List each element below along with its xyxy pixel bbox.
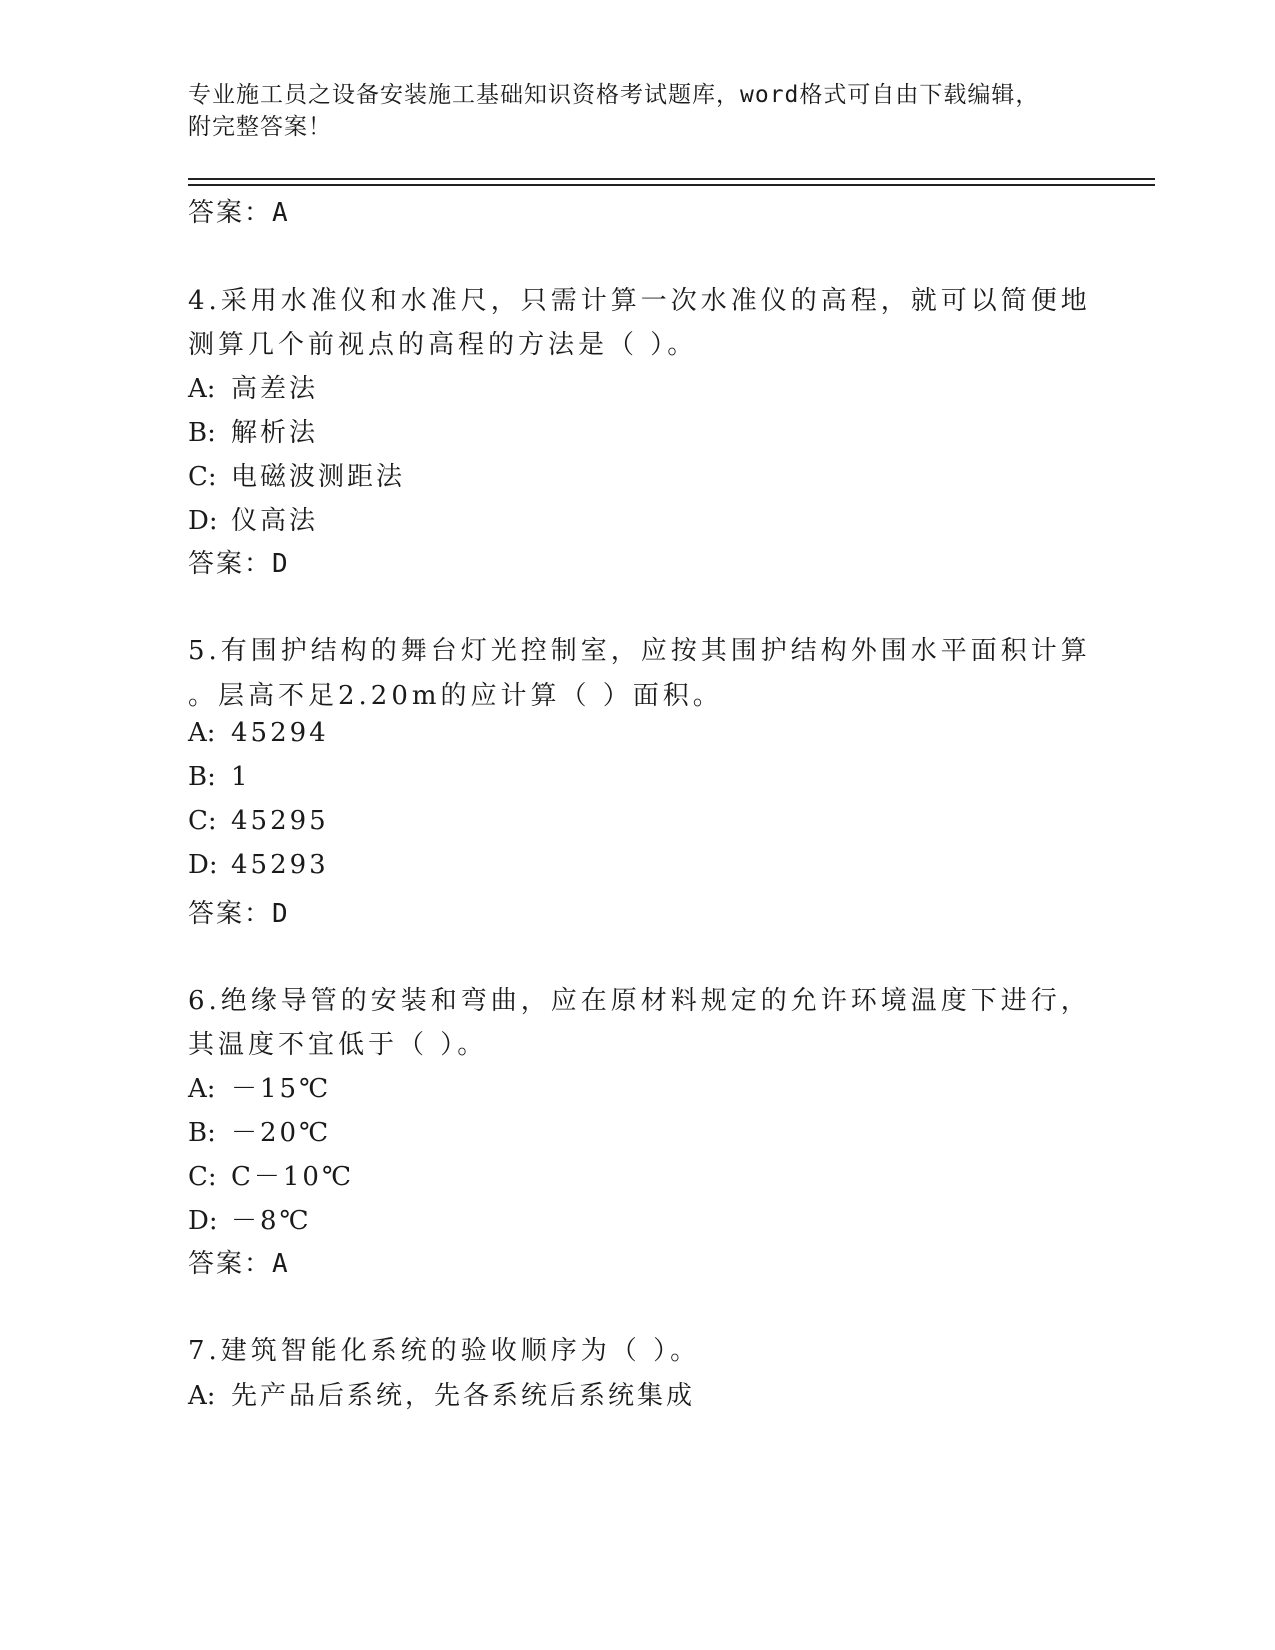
question-6-option-b [188,1112,331,1149]
option-label: A: [188,1381,216,1411]
option-text: －20℃ [231,1118,332,1148]
question-5-line-2: 。层高不足2.20m的应计算（ ）面积。 [188,681,723,711]
answer-label: 答案： [188,1249,273,1279]
answer-line-q5 [188,893,290,930]
question-4-option-d [188,500,318,537]
option-label: B: [188,762,216,792]
answer-label: 答案： [188,198,273,228]
question-6-option-a [188,1068,331,1105]
question-5-line-1: 5.有围护结构的舞台灯光控制室，应按其围护结构外围水平面积计算 [188,636,1091,666]
question-6-line-2: 其温度不宜低于（ ）。 [188,1030,488,1060]
option-label: A: [188,1074,216,1104]
answer-label: 答案： [188,899,273,929]
option-text: 45294 [231,718,329,748]
header-divider-bottom [188,184,1155,186]
option-text: 高差法 [231,374,319,404]
option-label: D: [188,1206,218,1236]
question-5-option-d [188,850,329,880]
answer-value: A [272,1249,290,1279]
question-4-option-c [188,456,405,493]
option-text: 先产品后系统，先各系统后系统集成 [231,1381,696,1411]
document-header-line-2: 附完整答案！ [188,114,332,140]
option-label: B: [188,418,216,448]
question-4-option-a [188,368,318,405]
question-6-option-c [188,1156,354,1193]
answer-value: D [272,549,290,579]
option-label: D: [188,506,218,536]
question-5-option-a [188,718,329,748]
option-text: －8℃ [231,1206,312,1236]
question-6-option-d [188,1200,312,1237]
option-label: D: [188,850,218,880]
option-text: 仪高法 [231,506,319,536]
option-label: C: [188,462,217,492]
option-text: C－10℃ [231,1162,355,1192]
answer-value: A [272,198,290,228]
answer-line-q6 [188,1243,290,1280]
option-text: 45295 [231,806,329,836]
question-4-line-2: 测算几个前视点的高程的方法是（ ）。 [188,330,698,360]
option-text: 解析法 [231,418,319,448]
question-6-line-1: 6.绝缘导管的安装和弯曲，应在原材料规定的允许环境温度下进行， [188,986,1091,1016]
answer-label: 答案： [188,549,273,579]
header-divider-top [188,178,1155,180]
option-text: 45293 [231,850,329,880]
option-text: 电磁波测距法 [231,462,406,492]
answer-line-q4 [188,543,290,580]
option-text: 1 [231,762,251,792]
question-4-line-1: 4.采用水准仪和水准尺，只需计算一次水准仪的高程，就可以简便地 [188,286,1091,316]
answer-value: D [272,899,290,929]
question-7-option-a [188,1375,695,1412]
question-4-option-b [188,412,318,449]
question-5-option-c [188,806,329,836]
answer-line-q3 [188,192,290,229]
document-header-line-1: 专业施工员之设备安装施工基础知识资格考试题库，word格式可自由下载编辑， [188,82,1040,108]
option-label: A: [188,374,216,404]
question-7-line-1: 7.建筑智能化系统的验收顺序为（ ）。 [188,1336,701,1366]
option-label: C: [188,806,217,836]
option-label: B: [188,1118,216,1148]
option-label: C: [188,1162,217,1192]
question-5-option-b [188,762,251,792]
option-text: －15℃ [231,1074,332,1104]
option-label: A: [188,718,216,748]
